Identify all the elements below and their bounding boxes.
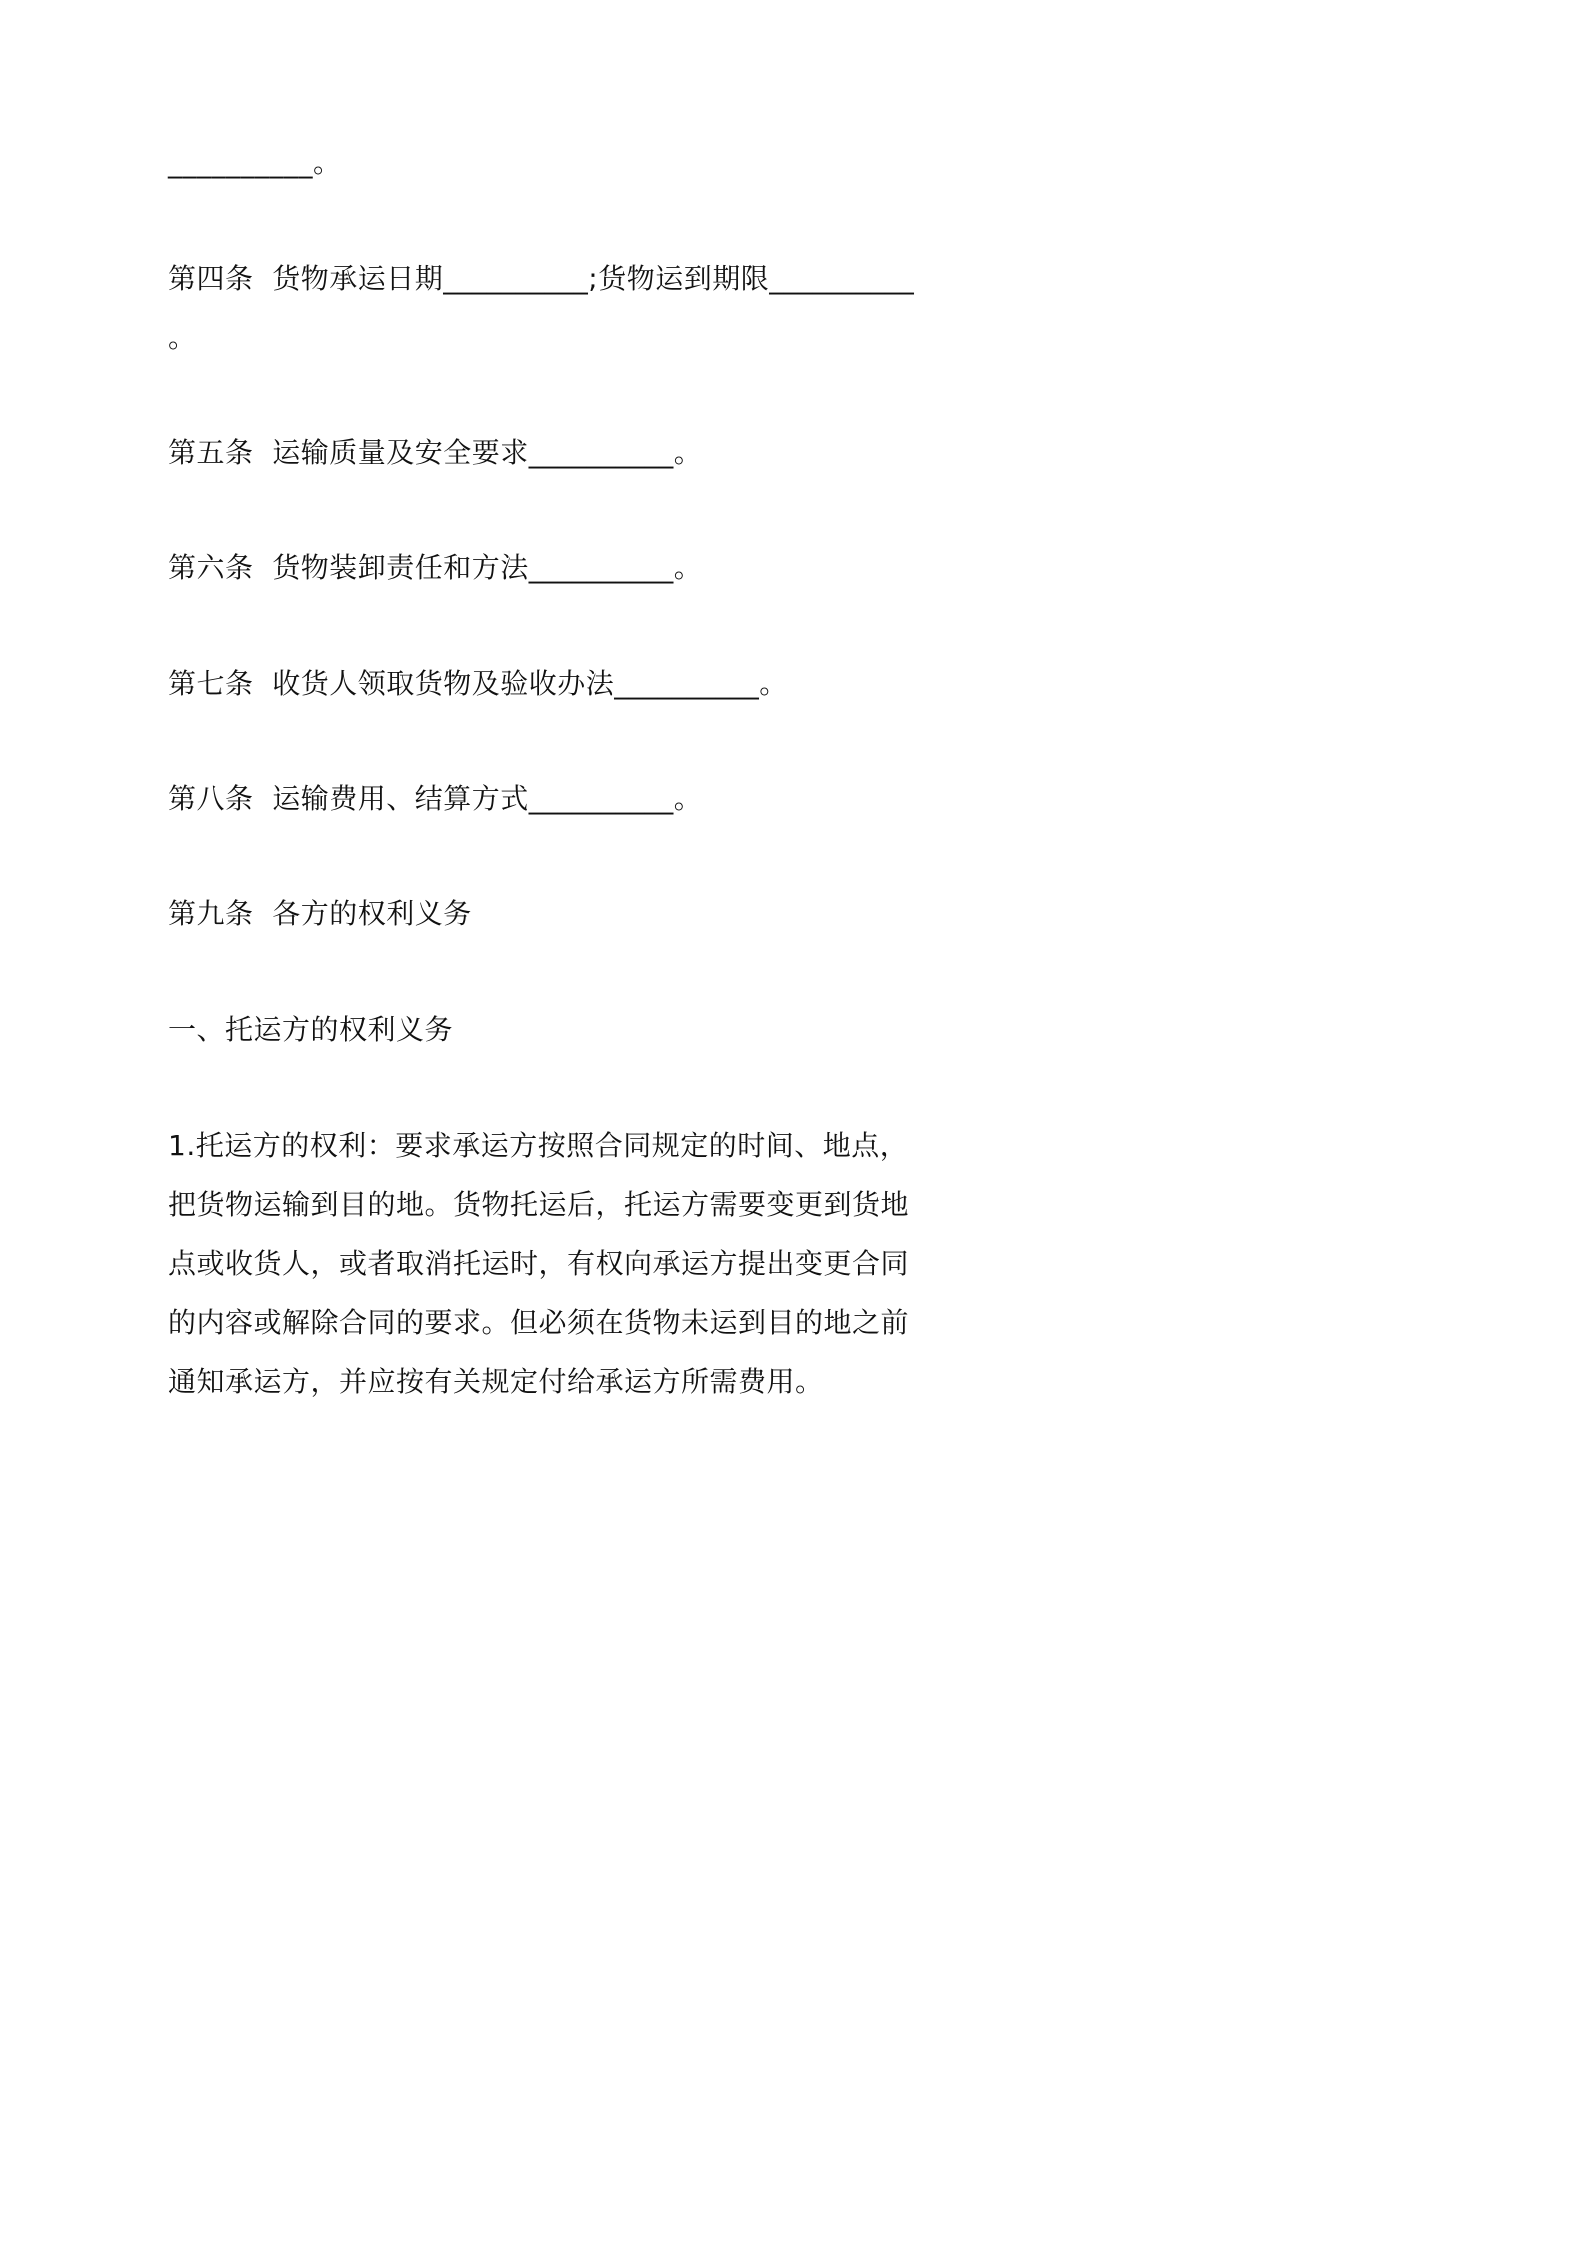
paragraph-line: 点或收货人，或者取消托运时，有权向承运方提出变更合同	[168, 1247, 910, 1280]
article-5: 第五条 运输质量及安全要求__________。	[168, 436, 703, 469]
document-page	[0, 0, 1100, 1556]
paragraph-line: 把货物运输到目的地。货物托运后，托运方需要变更到货地	[168, 1188, 910, 1221]
paragraph-line: 通知承运方，并应按有关规定付给承运方所需费用。	[168, 1365, 824, 1398]
paragraph-line: 1.托运方的权利：要求承运方按照合同规定的时间、地点，	[168, 1129, 909, 1162]
blank-line-end: __________。	[168, 146, 342, 179]
article-7: 第七条 收货人领取货物及验收办法__________。	[168, 667, 788, 700]
article-9: 第九条 各方的权利义务	[168, 897, 472, 930]
article-6: 第六条 货物装卸责任和方法__________。	[168, 551, 703, 584]
section-heading-shipper: 一、托运方的权利义务	[168, 1013, 454, 1046]
paragraph-line: 的内容或解除合同的要求。但必须在货物未运到目的地之前	[168, 1306, 910, 1339]
article-4-continuation: 。	[168, 321, 197, 354]
article-4-line: 第四条 货物承运日期__________;货物运到期限__________	[168, 262, 915, 295]
article-8: 第八条 运输费用、结算方式__________。	[168, 782, 703, 815]
shipper-rights-paragraph	[168, 1116, 943, 1411]
